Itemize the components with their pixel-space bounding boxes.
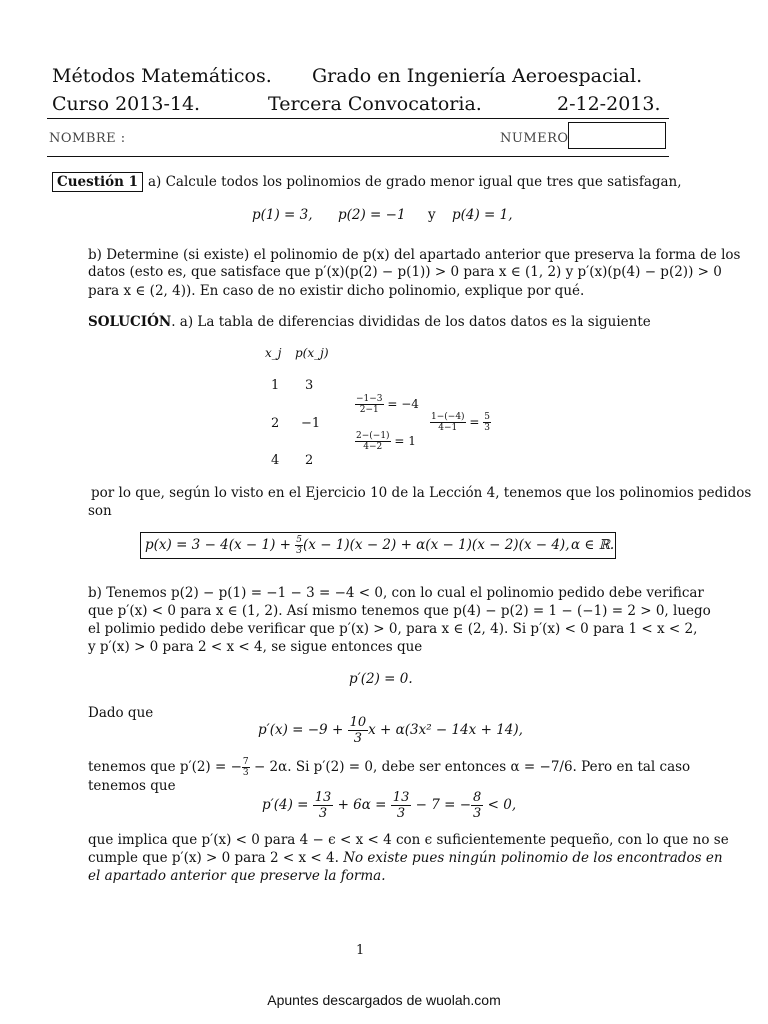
solution-intro bbox=[88, 312, 651, 332]
eq-p4-frac1-num: 13 bbox=[314, 790, 332, 805]
eq-p-prime-2: p′(2) = 0. bbox=[349, 671, 413, 687]
diff1-a-num: −1−3 bbox=[356, 394, 383, 404]
condition-p1: p(1) = 3, bbox=[252, 207, 313, 223]
diff2-num: 1−(−4) bbox=[431, 412, 465, 422]
after-table-line1: por lo que, según lo visto en el Ejercicio 10 de la Lección 4, tenemos que los polinomios pedidos bbox=[91, 485, 752, 501]
table-header-xj: x_j bbox=[265, 346, 282, 360]
eq-pprime-den: 3 bbox=[353, 731, 362, 746]
diff1-b-den: 4−2 bbox=[363, 442, 383, 452]
number-field[interactable] bbox=[568, 122, 666, 149]
exam-date: 2-12-2013. bbox=[557, 93, 661, 115]
condition-p2: p(2) = −1 bbox=[338, 207, 406, 223]
eq-p4-part-b: + 6α = bbox=[337, 797, 387, 813]
solution-intro-text: . a) La tabla de diferencias divididas de los datos datos es la siguiente bbox=[171, 314, 651, 330]
diff2-result-num: 5 bbox=[484, 412, 491, 422]
eq-p-prime-x bbox=[258, 715, 523, 746]
diff1-a-den: 2−1 bbox=[359, 405, 379, 415]
solution-label: SOLUCIÓN bbox=[88, 314, 172, 330]
diff1-a-result: = −4 bbox=[387, 397, 419, 411]
eq-p4-frac3-den: 3 bbox=[473, 806, 482, 821]
table-p-2: −1 bbox=[301, 416, 321, 431]
table-diff2 bbox=[430, 412, 491, 433]
number-label: NUMERO bbox=[500, 131, 569, 146]
final-line2-normal: cumple que p′(x) > 0 para 2 < x < 4. bbox=[88, 850, 339, 866]
table-header-pxj: p(x_j) bbox=[295, 346, 329, 360]
tenemos-part-b: − 2α. Si p′(2) = 0, debe ser entonces α = −7/6. Pero en tal caso bbox=[253, 759, 691, 775]
tenemos-line1 bbox=[88, 757, 690, 778]
after-table-line2: son bbox=[88, 503, 112, 519]
diff1-b-num: 2−(−1) bbox=[356, 431, 390, 441]
boxed-frac-den: 3 bbox=[296, 546, 303, 556]
tenemos-line2: tenemos que bbox=[88, 778, 176, 794]
solution-b-line4: y p′(x) > 0 para 2 < x < 4, se sigue entonces que bbox=[88, 639, 423, 655]
table-x-2: 2 bbox=[271, 416, 280, 431]
eq-p4-part-a: p′(4) = bbox=[262, 797, 309, 813]
table-diff1-b bbox=[355, 431, 416, 452]
watermark: Apuntes descargados de wuolah.com bbox=[267, 992, 501, 1008]
header-bottom-divider bbox=[47, 156, 669, 157]
boxed-domain: α ∈ ℝ. bbox=[571, 537, 615, 553]
diff1-b-result: = 1 bbox=[394, 434, 416, 448]
diff2-eq: = bbox=[469, 415, 480, 429]
solution-b-line1: b) Tenemos p(2) − p(1) = −1 − 3 = −4 < 0, con lo cual el polinomio pedido debe verificar bbox=[88, 585, 704, 601]
question-part-b-line1: b) Determine (si existe) el polinomio de p(x) del apartado anterior que preserva la forma de los bbox=[88, 247, 741, 263]
boxed-formula-part-b: (x − 1)(x − 2) + α(x − 1)(x − 2)(x − 4), bbox=[303, 537, 570, 553]
exam-call: Tercera Convocatoria. bbox=[268, 93, 482, 115]
degree-title: Grado en Ingeniería Aeroespacial. bbox=[312, 65, 643, 87]
tenemos-num: 7 bbox=[242, 757, 249, 767]
tenemos-part-a: tenemos que p′(2) = − bbox=[88, 759, 242, 775]
final-line1: que implica que p′(x) < 0 para 4 − ϵ < x < 4 con ϵ suficientemente pequeño, con lo que no se bbox=[88, 832, 729, 848]
table-p-1: 3 bbox=[305, 378, 314, 393]
boxed-frac-num: 5 bbox=[296, 535, 303, 545]
solution-b-line3: el polimio pedido debe verificar que p′(x) > 0, para x ∈ (2, 4). Si p′(x) < 0 para 1 < x < 2, bbox=[88, 621, 698, 637]
final-line2 bbox=[88, 848, 723, 868]
final-line2-italic: No existe pues ningún polinomio de los encontrados en bbox=[343, 850, 723, 866]
course-year: Curso 2013-14. bbox=[52, 93, 201, 115]
table-p-4: 2 bbox=[305, 453, 314, 468]
question-part-a: a) Calcule todos los polinomios de grado menor igual que tres que satisfagan, bbox=[148, 174, 682, 190]
question-part-b-line2: datos (esto es, que satisface que p′(x)(p(2) − p(1)) > 0 para x ∈ (1, 2) y p′(x)(p(4) − p(2)) > 0 bbox=[88, 264, 722, 280]
final-line3 bbox=[88, 866, 385, 886]
question-label: Cuestión 1 bbox=[52, 172, 143, 192]
eq-pprime-part-b: x + α(3x² − 14x + 14), bbox=[368, 722, 523, 738]
table-diff1-a bbox=[355, 394, 419, 415]
header-divider bbox=[47, 118, 669, 119]
eq-p4-part-d: < 0, bbox=[487, 797, 517, 813]
page-number: 1 bbox=[356, 943, 365, 958]
diff2-den: 4−1 bbox=[438, 423, 458, 433]
final-line3-italic: el apartado anterior que preserve la forma. bbox=[88, 868, 386, 884]
tenemos-den: 3 bbox=[242, 768, 249, 778]
boxed-formula-part-a: p(x) = 3 − 4(x − 1) + bbox=[145, 537, 291, 553]
eq-p4-frac1-den: 3 bbox=[318, 806, 328, 821]
name-label: NOMBRE : bbox=[49, 131, 126, 146]
question-part-b-line3: para x ∈ (2, 4)). En caso de no existir dicho polinomio, explique por qué. bbox=[88, 283, 585, 299]
eq-p4-frac3-num: 8 bbox=[473, 790, 482, 805]
diff2-result-den: 3 bbox=[484, 423, 491, 433]
solution-b-line2: que p′(x) < 0 para x ∈ (1, 2). Así mismo tenemos que p(4) − p(2) = 1 − (−1) = 2 > 0, luego bbox=[88, 603, 711, 619]
eq-p4-frac2-den: 3 bbox=[396, 806, 406, 821]
table-x-4: 4 bbox=[271, 453, 280, 468]
eq-p4-part-c: − 7 = − bbox=[415, 797, 472, 813]
eq-p4-frac2-num: 13 bbox=[392, 790, 410, 805]
boxed-formula bbox=[140, 532, 616, 559]
condition-p4: p(4) = 1, bbox=[452, 207, 513, 223]
eq-p-prime-4 bbox=[262, 790, 516, 821]
dado-que: Dado que bbox=[88, 705, 154, 721]
condition-and: y bbox=[428, 207, 436, 223]
eq-pprime-part-a: p′(x) = −9 + bbox=[258, 722, 344, 738]
eq-pprime-num: 10 bbox=[349, 715, 367, 730]
course-title: Métodos Matemáticos. bbox=[52, 65, 272, 87]
table-x-1: 1 bbox=[271, 378, 280, 393]
